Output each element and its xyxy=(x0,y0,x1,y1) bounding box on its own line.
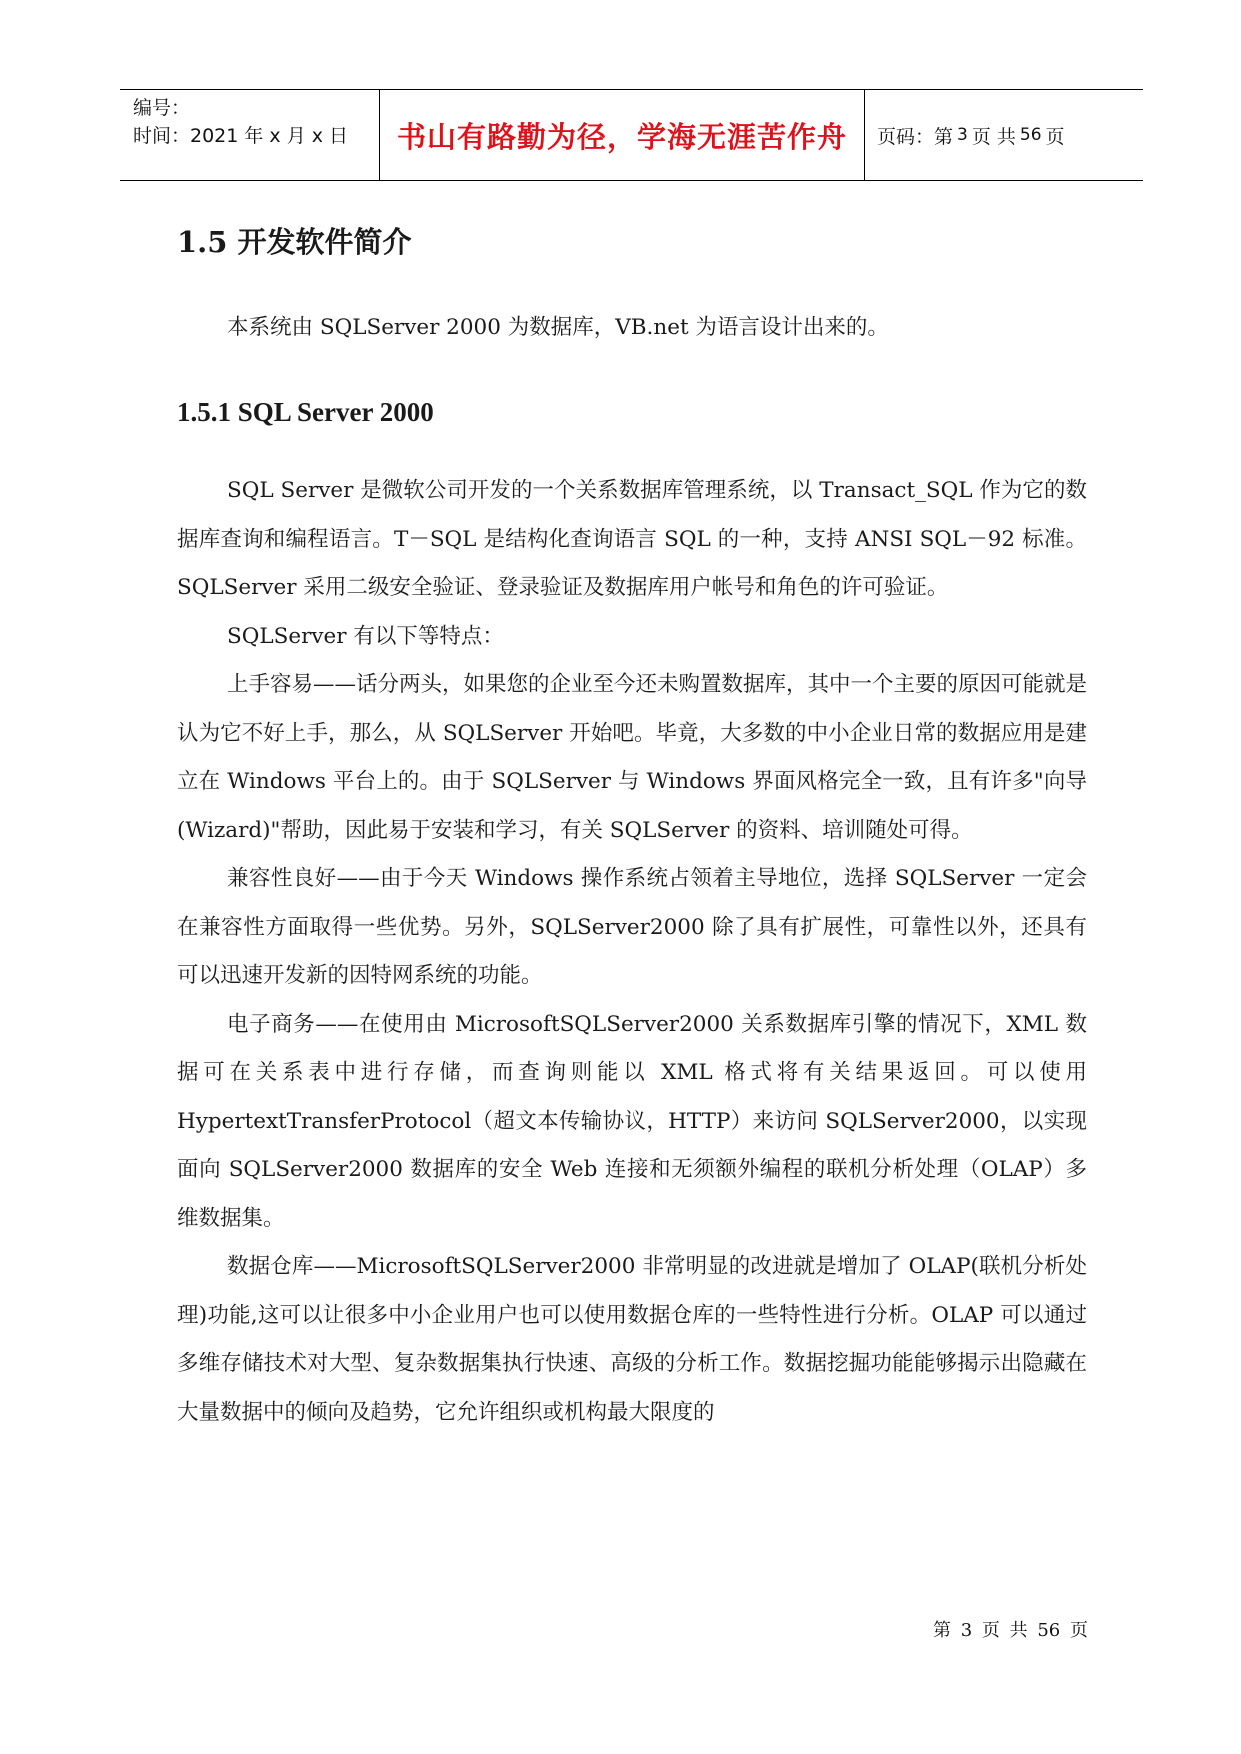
page-header xyxy=(120,89,1143,181)
paragraph: 电子商务——在使用由 MicrosoftSQLServer2000 关系数据库引擎的情况下，XML 数据可在关系表中进行存储，而查询则能以 XML 格式将有关结果返回。可以使用 HypertextTransferProtocol（超文本传输协议，HTTP）来访问 SQLServer2000，以实现面向 SQLServer2000 数据库的安全 Web 连接和无须额外编程的联机分析处理（OLAP）多维数据集。 xyxy=(177,1011,1087,1231)
page-current: 3 xyxy=(957,125,968,145)
paragraph: 数据仓库——MicrosoftSQLServer2000 非常明显的改进就是增加了 OLAP(联机分析处理)功能,这可以让很多中小企业用户也可以使用数据仓库的一些特性进行分析。OLAP 可以通过多维存储技术对大型、复杂数据集执行快速、高级的分析工作。数据挖掘功能能够揭示出隐藏在大量数据中的倾向及趋势，它允许组织或机构最大限度的 xyxy=(177,1254,1087,1425)
header-motto: 书山有路勤为径，学海无涯苦作舟 xyxy=(380,90,865,180)
serial-number-label: 编号： xyxy=(133,97,191,119)
paragraph: SQLServer 有以下等特点： xyxy=(227,623,504,649)
page-label-suffix: 页 xyxy=(1045,125,1065,148)
header-page-info xyxy=(865,90,1143,180)
page-footer: 第 3 页 共 56 页 xyxy=(933,1620,1088,1641)
section-intro: 本系统由 SQLServer 2000 为数据库，VB.net 为语言设计出来的。 xyxy=(227,315,889,340)
subsection-heading: 1.5.1 SQL Server 2000 xyxy=(177,397,434,427)
paragraph: SQL Server 是微软公司开发的一个关系数据库管理系统，以 Transact_SQL 作为它的数据库查询和编程语言。T－SQL 是结构化查询语言 SQL 的一种，支持 ANSI SQL－92 标准。SQLServer 采用二级安全验证、登录验证及数据库用户帐号和角色的许可验证。 xyxy=(177,478,1087,600)
header-meta xyxy=(120,90,380,180)
time-label: 时间：2021 年 x 月 x 日 xyxy=(133,125,349,147)
section-heading: 1.5 开发软件简介 xyxy=(177,225,412,259)
page-label-mid: 页 共 xyxy=(971,125,1016,148)
page-total: 56 xyxy=(1019,125,1042,145)
paragraph: 上手容易——话分两头，如果您的企业至今还未购置数据库，其中一个主要的原因可能就是认为它不好上手，那么，从 SQLServer 开始吧。毕竟，大多数的中小企业日常的数据应用是建立在 Windows 平台上的。由于 SQLServer 与 Windows 界面风格完全一致，且有许多"向导(Wizard)"帮助，因此易于安装和学习，有关 SQLServer 的资料、培训随处可得。 xyxy=(177,672,1088,843)
body-text xyxy=(177,467,1087,1437)
paragraph: 兼容性良好——由于今天 Windows 操作系统占领着主导地位，选择 SQLServer 一定会在兼容性方面取得一些优势。另外，SQLServer2000 除了具有扩展性，可靠性以外，还具有可以迅速开发新的因特网系统的功能。 xyxy=(177,866,1087,988)
page-label-prefix: 页码：第 xyxy=(877,125,954,148)
